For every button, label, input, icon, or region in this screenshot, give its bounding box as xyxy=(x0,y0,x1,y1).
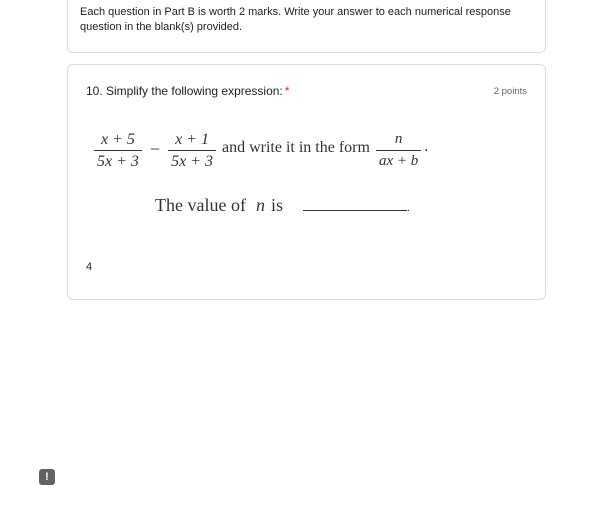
value-prompt-period: . xyxy=(406,200,410,214)
report-problem-button[interactable] xyxy=(39,469,55,485)
question-title xyxy=(86,84,289,98)
answer-blank-line xyxy=(303,196,407,211)
minus-sign: − xyxy=(149,139,161,159)
question-points: 2 points xyxy=(493,86,527,97)
section-description: Each question in Part B is worth 2 marks. Write your answer to each numerical response question in the blank(s) provided. xyxy=(80,6,511,33)
target-form-numerator: n xyxy=(394,131,403,147)
question-expression-image xyxy=(94,131,428,170)
fraction-2-numerator: x + 1 xyxy=(175,131,209,148)
question-title-text: 10. Simplify the following expression: xyxy=(86,84,283,98)
expression-connector-text: and write it in the form xyxy=(221,138,370,156)
required-asterisk: * xyxy=(284,84,290,98)
value-prompt-prefix: The value of xyxy=(155,195,246,215)
section-description-card xyxy=(67,0,546,53)
value-prompt-variable: n xyxy=(255,195,265,215)
fraction-1-denominator: 5x + 3 xyxy=(94,150,142,170)
value-prompt xyxy=(155,195,410,216)
value-prompt-suffix: is xyxy=(270,195,283,215)
target-form-fraction xyxy=(376,131,421,170)
fraction-2-denominator: 5x + 3 xyxy=(168,150,216,170)
exclamation-icon: ! xyxy=(45,471,49,483)
expression-period: . xyxy=(424,137,429,155)
target-form-denominator: ax + b xyxy=(376,150,421,170)
question-card xyxy=(67,64,546,300)
fraction-1-numerator: x + 5 xyxy=(101,131,135,148)
fraction-1 xyxy=(94,131,142,170)
answer-text: 4 xyxy=(86,261,93,273)
fraction-2 xyxy=(168,131,216,170)
